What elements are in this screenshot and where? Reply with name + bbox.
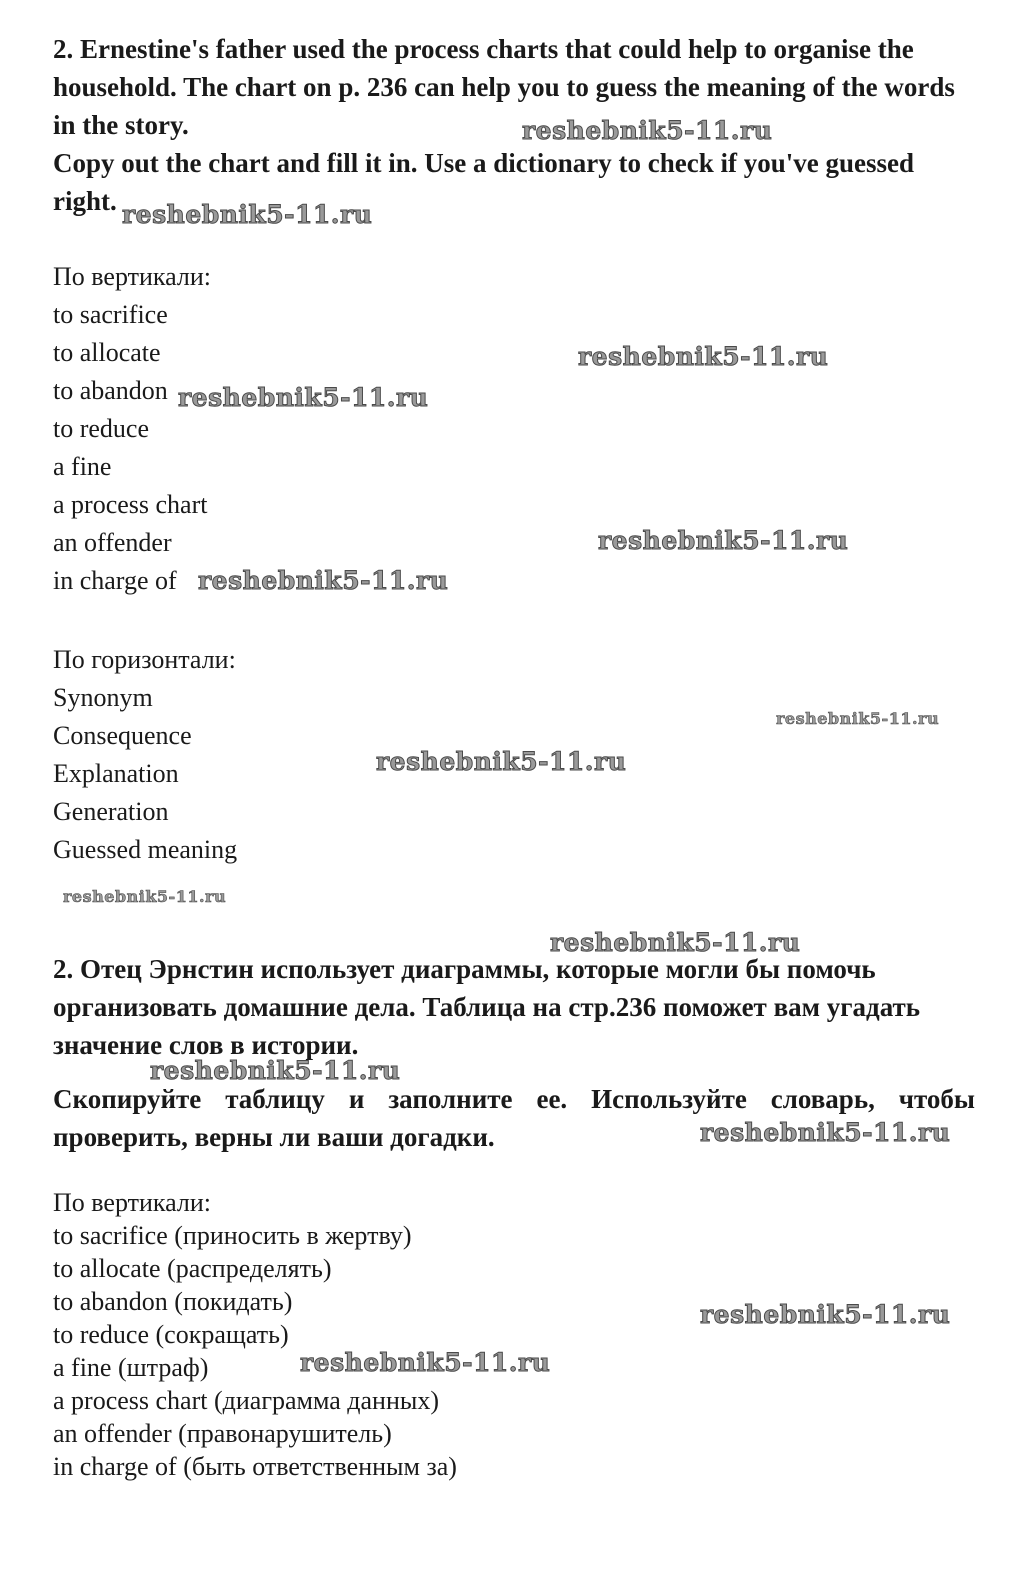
list-item: to reduce (сокращать) — [53, 1320, 289, 1349]
watermark: reshebnik5-11.ru — [578, 342, 829, 371]
watermark: reshebnik5-11.ru — [150, 1056, 401, 1085]
list-item: to allocate — [53, 338, 161, 367]
watermark: reshebnik5-11.ru — [522, 116, 773, 145]
russian-task-line-1: 2. Отец Эрнстин использует диаграммы, которые могли бы помочь организовать домашние дела. Таблица на стр.236 поможет вам угадать значение слов в истории. — [53, 954, 921, 1060]
list-item: a fine — [53, 452, 112, 481]
list-item: Consequence — [53, 721, 192, 750]
english-vertical-heading: По вертикали: — [53, 262, 211, 291]
list-item: to allocate (распределять) — [53, 1254, 332, 1283]
english-horizontal-list — [53, 641, 237, 869]
russian-task-line-2: Скопируйте таблицу и заполните ее. Используйте словарь, чтобы проверить, верны ли ваши догадки. — [53, 1084, 975, 1152]
russian-vertical-heading: По вертикали: — [53, 1188, 211, 1217]
list-item: a process chart (диаграмма данных) — [53, 1386, 440, 1415]
list-item: Guessed meaning — [53, 835, 238, 864]
list-item: to abandon — [53, 376, 168, 405]
list-item: to reduce — [53, 414, 150, 443]
list-item: an offender — [53, 528, 172, 557]
watermark: reshebnik5-11.ru — [700, 1118, 951, 1147]
watermark: reshebnik5-11.ru — [550, 928, 801, 957]
english-horizontal-heading: По горизонтали: — [53, 645, 236, 674]
watermark: reshebnik5-11.ru — [300, 1348, 551, 1377]
list-item: to sacrifice (приносить в жертву) — [53, 1221, 412, 1250]
russian-vertical-list — [53, 1186, 457, 1483]
russian-task — [53, 950, 975, 1156]
list-item: an offender (правонарушитель) — [53, 1419, 392, 1448]
watermark: reshebnik5-11.ru — [598, 526, 849, 555]
list-item: to sacrifice — [53, 300, 168, 329]
list-item: Synonym — [53, 683, 153, 712]
list-item: a process chart — [53, 490, 208, 519]
watermark: reshebnik5-11.ru — [700, 1300, 951, 1329]
english-task-line-2: Copy out the chart and fill it in. Use a dictionary to check if you've guessed right. — [53, 148, 914, 216]
list-item: Explanation — [53, 759, 179, 788]
list-item: in charge of — [53, 566, 177, 595]
english-task — [53, 30, 975, 220]
watermark: reshebnik5-11.ru — [376, 747, 627, 776]
watermark: reshebnik5-11.ru — [122, 200, 373, 229]
list-item: a fine (штраф) — [53, 1353, 209, 1382]
english-task-line-1: 2. Ernestine's father used the process charts that could help to organise the household. The chart on p. 236 can help you to guess the meaning of the words in the story. — [53, 34, 955, 140]
watermark: reshebnik5-11.ru — [63, 887, 227, 906]
list-item: in charge of (быть ответственным за) — [53, 1452, 457, 1481]
list-item: to abandon (покидать) — [53, 1287, 293, 1316]
watermark: reshebnik5-11.ru — [776, 709, 940, 728]
list-item: Generation — [53, 797, 169, 826]
watermark: reshebnik5-11.ru — [178, 383, 429, 412]
english-vertical-list — [53, 258, 211, 600]
watermark: reshebnik5-11.ru — [198, 566, 449, 595]
